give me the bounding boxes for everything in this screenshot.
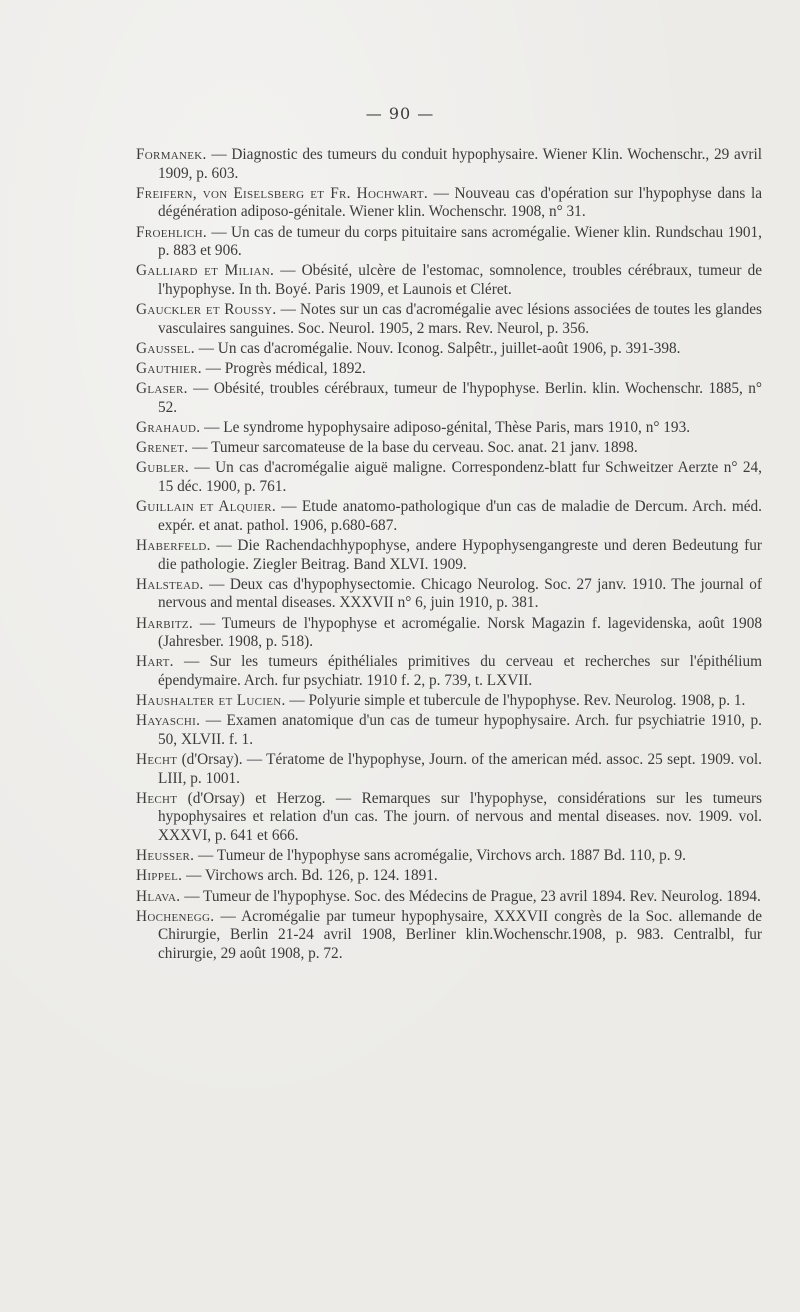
bibliography-entry (136, 146, 762, 183)
bibliography-entry (136, 419, 762, 438)
entry-text: — Tumeur sarcomateuse de la base du cerveau. Soc. anat. 21 janv. 1898. (188, 439, 638, 457)
bibliography-entry (136, 908, 762, 964)
entry-text: — Un cas de tumeur du corps pituitaire sans acromégalie. Wiener klin. Rundschau 1901, p. 883 et 906. (158, 223, 762, 260)
bibliography-entry (136, 790, 762, 846)
entry-text: (d'Orsay) et Herzog. — Remarques sur l'hypophyse, considérations sur les tumeurs hypophysaires et relation d'un cas. The journ. of nervous and mental diseases. nov. 1909. vol. XXXVI, p. 641 et 666. (158, 789, 762, 845)
bibliography-entry (136, 185, 762, 222)
entry-author: Hecht (136, 789, 178, 807)
entry-text: — Tumeur de l'hypophyse sans acromégalie, Virchovs arch. 1887 Bd. 110, p. 9. (194, 847, 686, 865)
entry-text: — Etude anatomo-pathologique d'un cas de maladie de Dercum. Arch. méd. expér. et anat. pathol. 1906, p.680-687. (158, 498, 762, 534)
entry-author: Glaser. (136, 380, 188, 398)
entry-text: — Diagnostic des tumeurs du conduit hypophysaire. Wiener Klin. Wochenschr., 29 avril 1909, p. 603. (158, 146, 762, 182)
page-number: — 90 — (365, 104, 435, 123)
entry-text: — Le syndrome hypophysaire adiposo-génital, Thèse Paris, mars 1910, n° 193. (200, 419, 691, 437)
entry-text: — Obésité, troubles cérébraux, tumeur de l'hypophyse. Berlin. klin. Wochenschr. 1885, n° 52. (158, 380, 762, 416)
entry-author: Haberfeld. (136, 537, 211, 554)
entry-author: Hecht (136, 751, 178, 769)
entry-text: — Obésité, ulcère de l'estomac, somnolence, troubles cérébraux, tumeur de l'hypophyse. In th. Boyé. Paris 1909, et Launois et Cléret. (158, 262, 763, 298)
bibliography-entry (136, 692, 762, 711)
entry-author: Freifern, von Eiselsberg et Fr. Hochwart. (136, 184, 428, 202)
bibliography-entry (136, 301, 762, 338)
entry-author: Haushalter et Lucien. (136, 692, 286, 710)
entry-text: — Sur les tumeurs épithéliales primitives du cerveau et recherches sur l'épithélium épendymaire. Arch. fur psychiatr. 1910 f. 2, p. 739, t. LXVII. (158, 653, 762, 689)
entry-text: (d'Orsay). — Tératome de l'hypophyse, Journ. of the american méd. assoc. 25 sept. 1909. vol. LIII, p. 1001. (158, 751, 762, 787)
bibliography-entry (136, 360, 762, 379)
entry-text: — Un cas d'acromégalie aiguë maligne. Correspondenz-blatt fur Schweitzer Aerzte n° 24, 15 déc. 1900, p. 761. (158, 459, 762, 496)
entry-author: Formanek. (136, 146, 207, 163)
entry-author: Hippel. (136, 867, 183, 885)
bibliography-entry (136, 262, 762, 299)
bibliography-entry (136, 712, 762, 749)
entry-author: Guillain et Alquier. (136, 498, 276, 516)
bibliography-entry (136, 576, 762, 613)
bibliography-entry (136, 847, 762, 866)
entry-text: — Progrès médical, 1892. (201, 360, 366, 378)
entry-text: — Tumeurs de l'hypophyse et acromégalie. Norsk Magazin f. lagevidenska, août 1908 (Jahresber. 1908, p. 518). (158, 614, 762, 651)
bibliography-entry (136, 615, 762, 652)
entry-author: Hayaschi. (136, 712, 201, 730)
entry-text: — Nouveau cas d'opération sur l'hypophyse dans la dégénération adiposo-génitale. Wiener klin. Wochenschr. 1908, n° 31. (158, 184, 762, 221)
entry-text: — Acromégalie par tumeur hypophysaire, XXXVII congrès de la Soc. allemande de Chirurgie, Berlin 21-24 avril 1908, Berliner klin.Wochenschr.1908, p. 983. Centralbl, fur chirurgie, 29 août 1908, p. 72. (158, 907, 762, 962)
bibliography-entry (136, 380, 762, 417)
entry-text: — Virchows arch. Bd. 126, p. 124. 1891. (182, 867, 438, 885)
entry-text: — Die Rachendachhypophyse, andere Hypophysengangreste und deren Bedeutung fur die pathologie. Ziegler Beitrag. Band XLVI. 1909. (158, 537, 762, 573)
entry-author: Gauthier. (136, 360, 202, 378)
entry-author: Heusser. (136, 847, 195, 865)
entry-author: Grahaud. (136, 419, 201, 437)
entry-author: Froehlich. (136, 223, 207, 241)
entry-author: Grenet. (136, 439, 189, 457)
bibliography-list (136, 146, 762, 965)
entry-author: Gauckler et Roussy. (136, 301, 277, 319)
bibliography-entry (136, 459, 762, 496)
entry-text: — Deux cas d'hypophysectomie. Chicago Neurolog. Soc. 27 janv. 1910. The journal of nervous and mental diseases. XXXVII n° 6, juin 1910, p. 381. (158, 575, 762, 612)
bibliography-entry (136, 439, 762, 458)
entry-author: Hart. (136, 653, 174, 671)
entry-text: — Notes sur un cas d'acromégalie avec lésions associées de toutes les glandes vasculaires sanguines. Soc. Neurol. 1905, 2 mars. Rev. Neurol, p. 356. (158, 301, 762, 337)
bibliography-entry (136, 751, 762, 788)
entry-author: Gubler. (136, 459, 190, 477)
entry-author: Hlava. (136, 887, 181, 905)
bibliography-entry (136, 653, 762, 690)
entry-author: Harbitz. (136, 614, 193, 632)
entry-author: Galliard et Milian. (136, 262, 275, 280)
bibliography-entry (136, 498, 762, 535)
bibliography-entry (136, 340, 762, 359)
entry-author: Hochenegg. (136, 907, 215, 925)
bibliography-entry (136, 537, 762, 574)
entry-author: Halstead. (136, 575, 204, 593)
bibliography-entry (136, 224, 762, 261)
bibliography-entry (136, 888, 762, 907)
bibliography-entry (136, 867, 762, 886)
entry-text: — Tumeur de l'hypophyse. Soc. des Médecins de Prague, 23 avril 1894. Rev. Neurolog. 1894. (180, 887, 761, 905)
entry-text: — Polyurie simple et tubercule de l'hypophyse. Rev. Neurolog. 1908, p. 1. (285, 692, 746, 710)
entry-text: — Un cas d'acromégalie. Nouv. Iconog. Salpêtr., juillet-août 1906, p. 391-398. (194, 339, 681, 357)
entry-text: — Examen anatomique d'un cas de tumeur hypophysaire. Arch. fur psychiatrie 1910, p. 50, XLVII. f. 1. (158, 712, 762, 748)
entry-author: Gaussel. (136, 339, 195, 357)
